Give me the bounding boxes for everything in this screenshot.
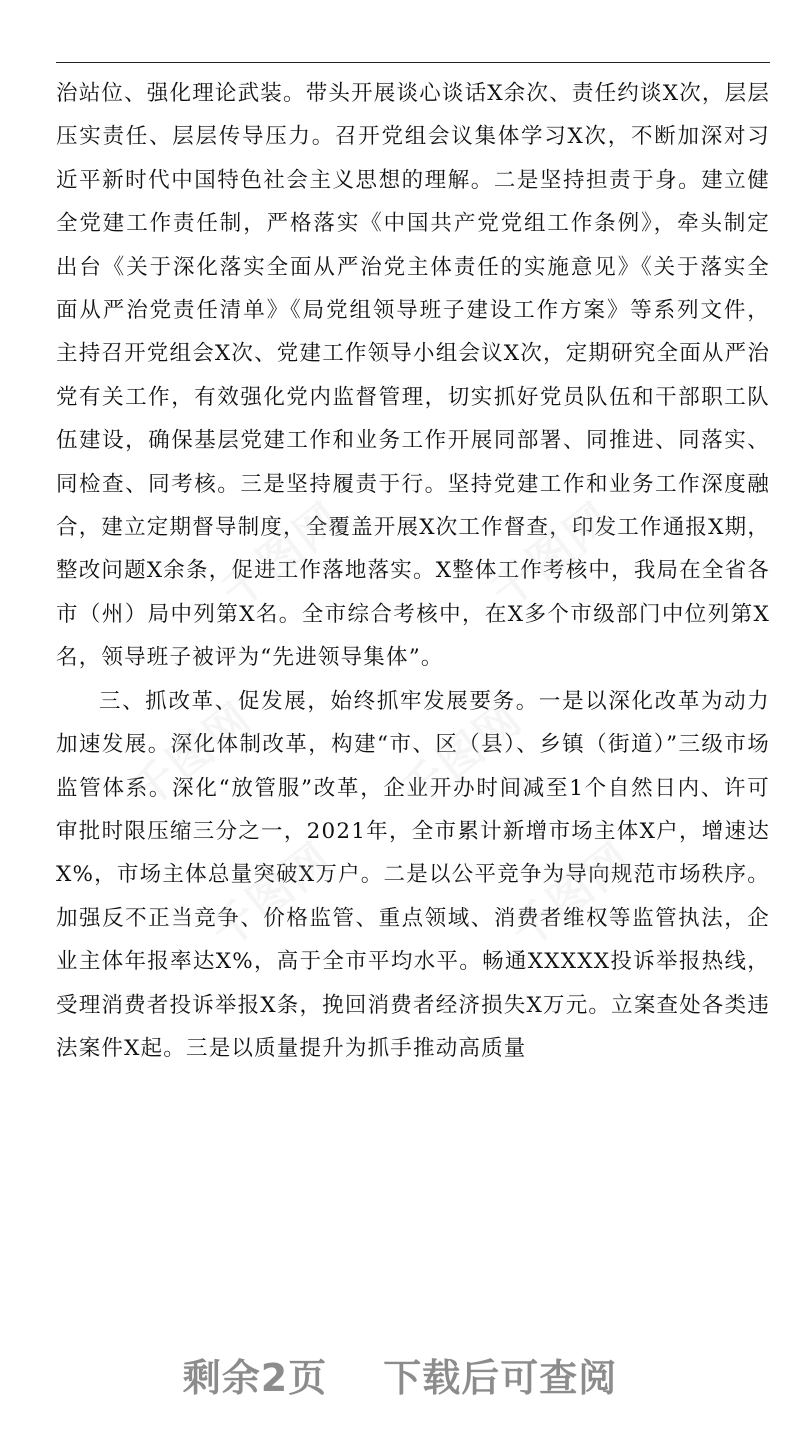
download-prompt-label[interactable]: 下载后可查阅	[383, 1356, 618, 1400]
paragraph-continuation: 治站位、强化理论武装。带头开展谈心谈话X余次、责任约谈X次，层层压实责任、层层传导压力。召开党组会议集体学习X次，不断加深对习近平新时代中国特色社会主义思想的理解。二是坚持担责于身。建立健全党建工作责任制，严格落实《中国共产党党组工作条例》，牵头制定出台《关于深化落实全面从严治党主体责任的实施意见》《关于落实全面从严治党责任清单》《局党组领导班子建设工作方案》等系列文件，主持召开党组会X次、党建工作领导小组会议X次，定期研究全面从严治党有关工作，有效强化党内监督管理，切实抓好党员队伍和干部职工队伍建设，确保基层党建工作和业务工作开展同部署、同推进、同落实、同检查、同考核。三是坚持履责于行。坚持党建工作和业务工作深度融合，建立定期督导制度，全覆盖开展X次工作督查，印发工作通报X期，整改问题X余条，促进工作落地落实。X整体工作考核中，我局在全省各市（州）局中列第X名。全市综合考核中，在X多个市级部门中位列第X名，领导班子被评为“先进领导集体”。	[56, 81, 771, 671]
watermark: 千图网	[391, 692, 532, 819]
watermark: 千图网	[211, 492, 352, 619]
paragraph-section-three: 三、抓改革、促发展，始终抓牢发展要务。一是以深化改革为动力加速发展。深化体制改革，构建“市、区（县）、乡镇（街道）”三级市场监管体系。深化“放管服”改革，企业开办时间减至1个自然日内、许可审批时限压缩三分之一，2021年，全市累计新增市场主体X户，增速达X%，市场主体总量突破X万户。二是以公平竞争为导向规范市场秩序。加强反不正当竞争、价格监管、重点领域、消费者维权等监管执法，企业主体年报率达X%，高于全市平均水平。畅通XXXXX投诉举报热线，受理消费者投诉举报X条，挽回消费者经济损失X万元。立案查处各类违法案件X起。三是以质量提升为抓手推动高质量	[56, 688, 771, 1061]
document-body	[56, 72, 770, 1070]
watermark: 千图网	[481, 492, 622, 619]
download-banner[interactable]	[0, 1348, 800, 1408]
remaining-pages-label[interactable]: 剩余2页	[182, 1356, 328, 1400]
header-divider	[56, 62, 770, 63]
watermark: 千图网	[121, 692, 262, 819]
watermark: 千图网	[201, 832, 342, 959]
watermark: 千图网	[501, 832, 642, 959]
